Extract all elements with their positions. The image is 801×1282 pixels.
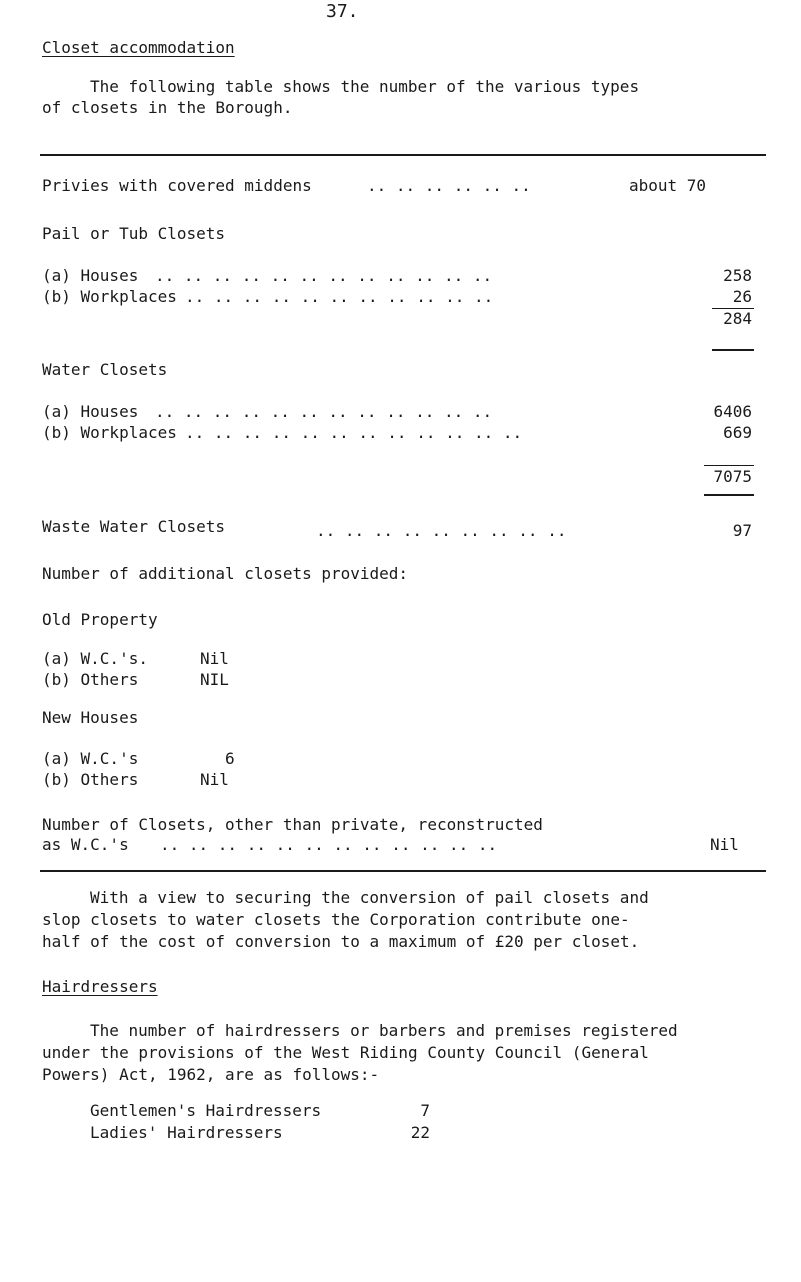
hairdressers-line-2: under the provisions of the West Riding County Council (General	[42, 1043, 649, 1062]
water-workplaces-value: 669	[723, 423, 752, 442]
reconstructed-value: Nil	[710, 835, 739, 854]
pail-houses-leader: .. .. .. .. .. .. .. .. .. .. .. ..	[155, 266, 493, 285]
privies-label: Privies with covered middens	[42, 176, 312, 195]
new-houses-others-value: Nil	[200, 770, 229, 789]
conversion-line-1: With a view to securing the conversion of pail closets and	[90, 888, 649, 907]
ladies-hairdressers-value: 22	[410, 1123, 430, 1142]
water-houses-leader: .. .. .. .. .. .. .. .. .. .. .. ..	[155, 402, 493, 421]
waste-water-label: Waste Water Closets	[42, 517, 226, 536]
intro-line-1: The following table shows the number of the various types	[90, 77, 640, 96]
waste-water-leader: .. .. .. .. .. .. .. .. ..	[316, 521, 567, 540]
new-houses-heading: New Houses	[42, 708, 139, 727]
pail-workplaces-value: 26	[732, 287, 752, 306]
water-houses-label: (a) Houses	[42, 402, 139, 421]
pail-total-rule	[712, 349, 754, 351]
privies-leader: .. .. .. .. .. ..	[367, 176, 531, 195]
gentlemen-hairdressers-label: Gentlemen's Hairdressers	[90, 1101, 322, 1120]
table-bottom-rule	[40, 870, 766, 872]
pail-houses-label: (a) Houses	[42, 266, 139, 285]
water-closets-heading: Water Closets	[42, 360, 168, 379]
gentlemen-hairdressers-value: 7	[420, 1101, 430, 1120]
hairdressers-line-3: Powers) Act, 1962, are as follows:-	[42, 1065, 380, 1084]
ladies-hairdressers-label: Ladies' Hairdressers	[90, 1123, 283, 1142]
table-top-rule	[40, 154, 766, 156]
reconstructed-line-1: Number of Closets, other than private, reconstructed	[42, 815, 543, 834]
water-houses-value: 6406	[713, 402, 752, 421]
pail-workplaces-label: (b) Workplaces	[42, 287, 177, 306]
old-property-others-value: NIL	[200, 670, 229, 689]
water-total-rule	[704, 494, 754, 496]
new-houses-wc-label: (a) W.C.'s	[42, 749, 139, 768]
conversion-line-2: slop closets to water closets the Corporation contribute one-	[42, 910, 630, 929]
closet-accommodation-heading: Closet accommodation	[42, 38, 235, 57]
water-total-value: 7075	[713, 467, 752, 486]
water-workplaces-label: (b) Workplaces	[42, 423, 177, 442]
conversion-line-3: half of the cost of conversion to a maximum of £20 per closet.	[42, 932, 640, 951]
hairdressers-line-1: The number of hairdressers or barbers and premises registered	[90, 1021, 678, 1040]
privies-value: about 70	[629, 176, 707, 195]
old-property-heading: Old Property	[42, 610, 158, 629]
old-property-others-label: (b) Others	[42, 670, 139, 689]
reconstructed-leader: .. .. .. .. .. .. .. .. .. .. .. ..	[160, 835, 498, 854]
pail-houses-value: 258	[723, 266, 752, 285]
intro-line-2: of closets in the Borough.	[42, 98, 293, 117]
pail-total-value: 284	[723, 309, 752, 328]
old-property-wc-value: Nil	[200, 649, 229, 668]
new-houses-wc-value: 6	[225, 749, 235, 768]
page-number: 37.	[326, 1, 359, 22]
additional-closets-heading: Number of additional closets provided:	[42, 564, 409, 583]
water-workplaces-leader: .. .. .. .. .. .. .. .. .. .. .. ..	[185, 423, 523, 442]
pail-workplaces-leader: .. .. .. .. .. .. .. .. .. .. ..	[185, 287, 494, 306]
reconstructed-label: as W.C.'s	[42, 835, 129, 854]
old-property-wc-label: (a) W.C.'s.	[42, 649, 148, 668]
new-houses-others-label: (b) Others	[42, 770, 139, 789]
pail-closets-heading: Pail or Tub Closets	[42, 224, 226, 243]
hairdressers-heading: Hairdressers	[42, 977, 158, 996]
water-sum-rule	[704, 465, 754, 466]
waste-water-value: 97	[732, 521, 752, 540]
